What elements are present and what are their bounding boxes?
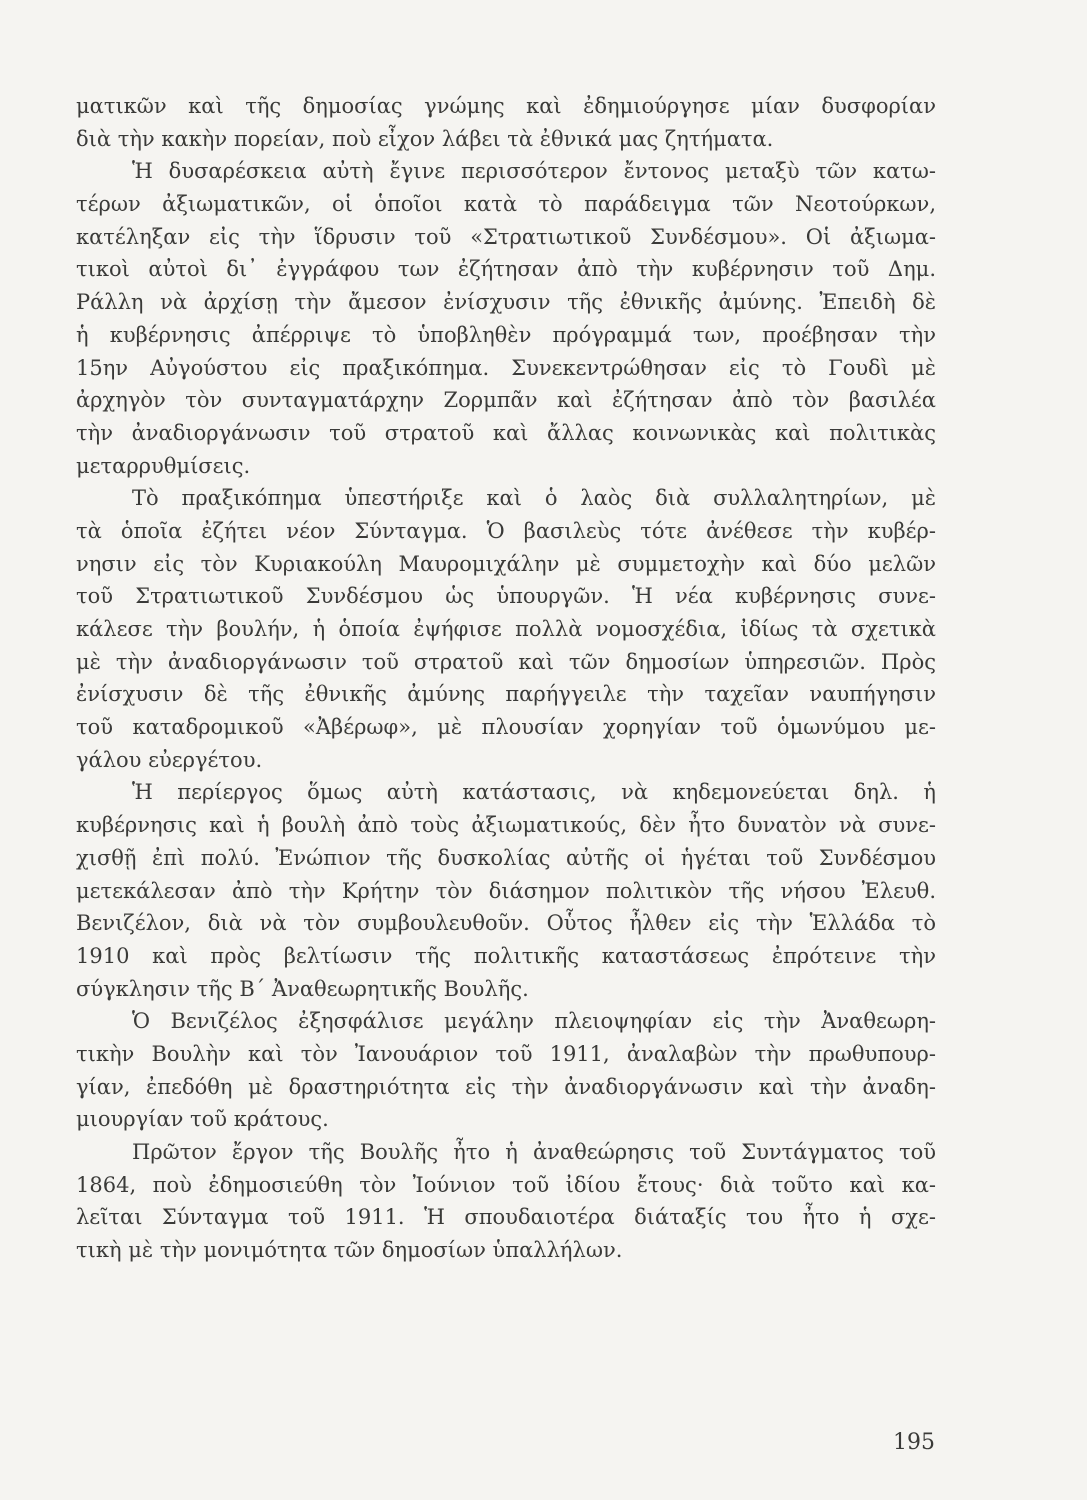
body-text bbox=[76, 90, 936, 1267]
text-line: μεταρρυθμίσεις. bbox=[76, 453, 251, 478]
text-line: τὰ ὁποῖα ἐζήτει νέον Σύνταγμα. Ὁ βασιλεὺς τότε ἀνέθεσε τὴν κυβέρ- bbox=[76, 518, 936, 543]
text-line: ἡ κυβέρνησις ἀπέρριψε τὸ ὑποβληθὲν πρόγραμμά των, προέβησαν τὴν bbox=[76, 322, 936, 347]
text-line: γίαν, ἐπεδόθη μὲ δραστηριότητα εἰς τὴν ἀναδιοργάνωσιν καὶ τὴν ἀναδη- bbox=[76, 1074, 936, 1099]
text-line: ματικῶν καὶ τῆς δημοσίας γνώμης καὶ ἐδημιούργησε μίαν δυσφορίαν bbox=[76, 94, 936, 118]
text-line: κατέληξαν εἰς τὴν ἵδρυσιν τοῦ «Στρατιωτικοῦ Συνδέσμου». Οἱ ἀξιωμα- bbox=[76, 224, 936, 249]
text-line: Πρῶτον ἔργον τῆς Βουλῆς ἦτο ἡ ἀναθεώρησις τοῦ Συντάγματος τοῦ bbox=[132, 1140, 936, 1164]
text-line: ἐνίσχυσιν δὲ τῆς ἐθνικῆς ἀμύνης παρήγγειλε τὴν ταχεῖαν ναυπήγησιν bbox=[76, 682, 936, 707]
text-line: διὰ τὴν κακὴν πορείαν, ποὺ εἶχον λάβει τὰ ἐθνικά μας ζητήματα. bbox=[76, 126, 774, 151]
text-line: τικὴν Βουλὴν καὶ τὸν Ἰανουάριον τοῦ 1911, ἀναλαβὼν τὴν πρωθυπουρ- bbox=[76, 1041, 936, 1066]
text-line: χισθῇ ἐπὶ πολύ. Ἐνώπιον τῆς δυσκολίας αὐτῆς οἱ ἡγέται τοῦ Συνδέσμου bbox=[76, 845, 936, 870]
text-line: τικὴ μὲ τὴν μονιμότητα τῶν δημοσίων ὑπαλλήλων. bbox=[76, 1238, 623, 1263]
text-line: 1910 καὶ πρὸς βελτίωσιν τῆς πολιτικῆς καταστάσεως ἐπρότεινε τὴν bbox=[76, 943, 936, 968]
text-line: Ὁ Βενιζέλος ἐξησφάλισε μεγάλην πλειοψηφίαν εἰς τὴν Ἀναθεωρη- bbox=[132, 1009, 936, 1034]
text-line: τοῦ Στρατιωτικοῦ Συνδέσμου ὡς ὑπουργῶν. Ἡ νέα κυβέρνησις συνε- bbox=[76, 584, 936, 609]
text-line: Ἡ δυσαρέσκεια αὐτὴ ἔγινε περισσότερον ἔντονος μεταξὺ τῶν κατω- bbox=[132, 159, 936, 184]
text-line: μὲ τὴν ἀναδιοργάνωσιν τοῦ στρατοῦ καὶ τῶν δημοσίων ὑπηρεσιῶν. Πρὸς bbox=[76, 649, 936, 674]
text-line: νησιν εἰς τὸν Κυριακούλη Μαυρομιχάλην μὲ συμμετοχὴν καὶ δύο μελῶν bbox=[76, 551, 936, 576]
text-line: ἀρχηγὸν τὸν συνταγματάρχην Ζορμπᾶν καὶ ἐζήτησαν ἀπὸ τὸν βασιλέα bbox=[76, 388, 936, 413]
text-line: τικοὶ αὐτοὶ δι᾽ ἐγγράφου των ἐζήτησαν ἀπὸ τὴν κυβέρνησιν τοῦ Δημ. bbox=[76, 257, 936, 282]
text-line: τοῦ καταδρομικοῦ «Ἀβέρωφ», μὲ πλουσίαν χορηγίαν τοῦ ὁμωνύμου με- bbox=[76, 715, 936, 740]
text-line: μιουργίαν τοῦ κράτους. bbox=[76, 1107, 329, 1132]
text-line: σύγκλησιν τῆς Β΄ Ἀναθεωρητικῆς Βουλῆς. bbox=[76, 976, 529, 1001]
text-line: τὴν ἀναδιοργάνωσιν τοῦ στρατοῦ καὶ ἄλλας κοινωνικὰς καὶ πολιτικὰς bbox=[76, 420, 936, 445]
text-line: Ράλλη νὰ ἀρχίσῃ τὴν ἄμεσον ἐνίσχυσιν τῆς ἐθνικῆς ἀμύνης. Ἐπειδὴ δὲ bbox=[76, 290, 936, 315]
text-line: γάλου εὐεργέτου. bbox=[76, 747, 263, 772]
text-line: 15ην Αὐγούστου εἰς πραξικόπημα. Συνεκεντρώθησαν εἰς τὸ Γουδὶ μὲ bbox=[76, 355, 936, 380]
text-line: τέρων ἀξιωματικῶν, οἱ ὁποῖοι κατὰ τὸ παράδειγμα τῶν Νεοτούρκων, bbox=[76, 192, 936, 217]
text-line: Ἡ περίεργος ὅμως αὐτὴ κατάστασις, νὰ κηδεμονεύεται δηλ. ἡ bbox=[132, 780, 936, 805]
text-line: κάλεσε τὴν βουλήν, ἡ ὁποία ἐψήφισε πολλὰ νομοσχέδια, ἰδίως τὰ σχετικὰ bbox=[76, 617, 936, 641]
text-line: 1864, ποὺ ἐδημοσιεύθη τὸν Ἰούνιον τοῦ ἰδίου ἔτους· διὰ τοῦτο καὶ κα- bbox=[76, 1172, 936, 1197]
text-line: λεῖται Σύνταγμα τοῦ 1911. Ἡ σπουδαιοτέρα διάταξίς του ἦτο ἡ σχε- bbox=[76, 1205, 936, 1230]
text-line: κυβέρνησις καὶ ἡ βουλὴ ἀπὸ τοὺς ἀξιωματικούς, δὲν ἦτο δυνατὸν νὰ συνε- bbox=[76, 813, 936, 838]
text-line: Τὸ πραξικόπημα ὑπεστήριξε καὶ ὁ λαὸς διὰ συλλαλητηρίων, μὲ bbox=[132, 486, 936, 511]
text-line: μετεκάλεσαν ἀπὸ τὴν Κρήτην τὸν διάσημον πολιτικὸν τῆς νήσου Ἐλευθ. bbox=[76, 878, 936, 903]
text-line: Βενιζέλον, διὰ νὰ τὸν συμβουλευθοῦν. Οὗτος ἦλθεν εἰς τὴν Ἑλλάδα τὸ bbox=[76, 911, 936, 936]
page-number: 195 bbox=[893, 1430, 935, 1455]
